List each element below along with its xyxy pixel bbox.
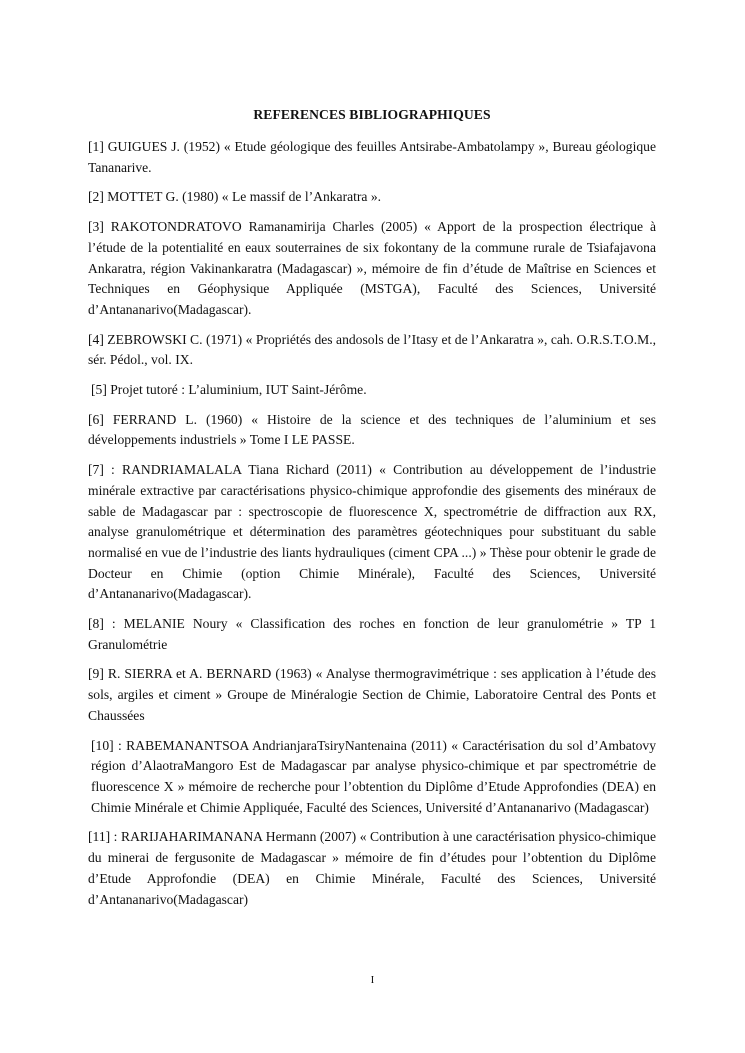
reference-item: [9] R. SIERRA et A. BERNARD (1963) « Analyse thermogravimétrique : ses application à l’étude des sols, argiles et ciment » Groupe de Minéralogie Section de Chimie, Laboratoire Central des Ponts et Chaussées [88, 666, 656, 723]
reference-item: [7] : RANDRIAMALALA Tiana Richard (2011) « Contribution au développement de l’industrie minérale extractive par caractérisations physico-chimique approfondie des gisements des minéraux de sable de Madagascar par : spectroscopie de fluorescence X, spectrométrie de diffraction aux RX, analyse granulométrique et détermination des paramètres géotechniques pour substituant du sable normalisé en vue de l’industrie des liants hydrauliques (ciment CPA ...) » Thèse pour obtenir le grade de Docteur en Chimie (option Chimie Minérale), Faculté des Sciences, Université d’Antananarivo(Madagascar). [88, 462, 656, 602]
reference-item: [1] GUIGUES J. (1952) « Etude géologique des feuilles Antsirabe-Ambatolampy », Bureau géologique Tananarive. [88, 139, 656, 175]
reference-item: [6] FERRAND L. (1960) « Histoire de la science et des techniques de l’aluminium et ses développements industriels » Tome I LE PASSE. [88, 411, 656, 448]
reference-item: [8] : MELANIE Noury « Classification des roches en fonction de leur granulométrie » TP 1 Granulométrie [88, 616, 656, 652]
reference-list [88, 137, 656, 919]
reference-item: [2] MOTTET G. (1980) « Le massif de l’Ankaratra ». [88, 189, 382, 205]
page-number: I [370, 974, 375, 986]
reference-item: [3] RAKOTONDRATOVO Ramanamirija Charles (2005) « Apport de la prospection électrique à l’étude de la potentialité en eaux souterraines de six fokontany de la commune rurale de Tsiafajavona Ankaratra, région Vakinankaratra (Madagascar) », mémoire de fin d’étude de Maîtrise en Sciences et Techniques en Géophysique Appliquée (MSTGA), Faculté des Sciences, Université d’Antananarivo(Madagascar). [88, 219, 656, 317]
reference-item: [10] : RABEMANANTSOA AndrianjaraTsiryNantenaina (2011) « Caractérisation du sol d’Ambatovy région d’AlaotraMangoro Est de Madagascar par analyse physico-chimique et par spectrométrie de fluorescence X » mémoire de recherche pour l’obtention du Diplôme d’Etude Approfondies (DEA) en Chimie Minérale et Chimie Appliquée, Faculté des Sciences, Université d’Antananarivo (Madagascar) [91, 737, 656, 815]
reference-item: [4] ZEBROWSKI C. (1971) « Propriétés des andosols de l’Itasy et de l’Ankaratra », cah. O.R.S.T.O.M., sér. Pédol., vol. IX. [88, 331, 656, 368]
reference-item: [5] Projet tutoré : L’aluminium, IUT Saint-Jérôme. [91, 382, 367, 398]
reference-item: [11] : RARIJAHARIMANANA Hermann (2007) « Contribution à une caractérisation physico-chimique du minerai de fergusonite de Madagascar » mémoire de fin d’études pour l’obtention du Diplôme d’Etude Approfondie (DEA) en Chimie Minérale, Faculté des Sciences, Université d’Antananarivo(Madagascar) [88, 829, 656, 907]
page-title: REFERENCES BIBLIOGRAPHIQUES [253, 107, 491, 122]
